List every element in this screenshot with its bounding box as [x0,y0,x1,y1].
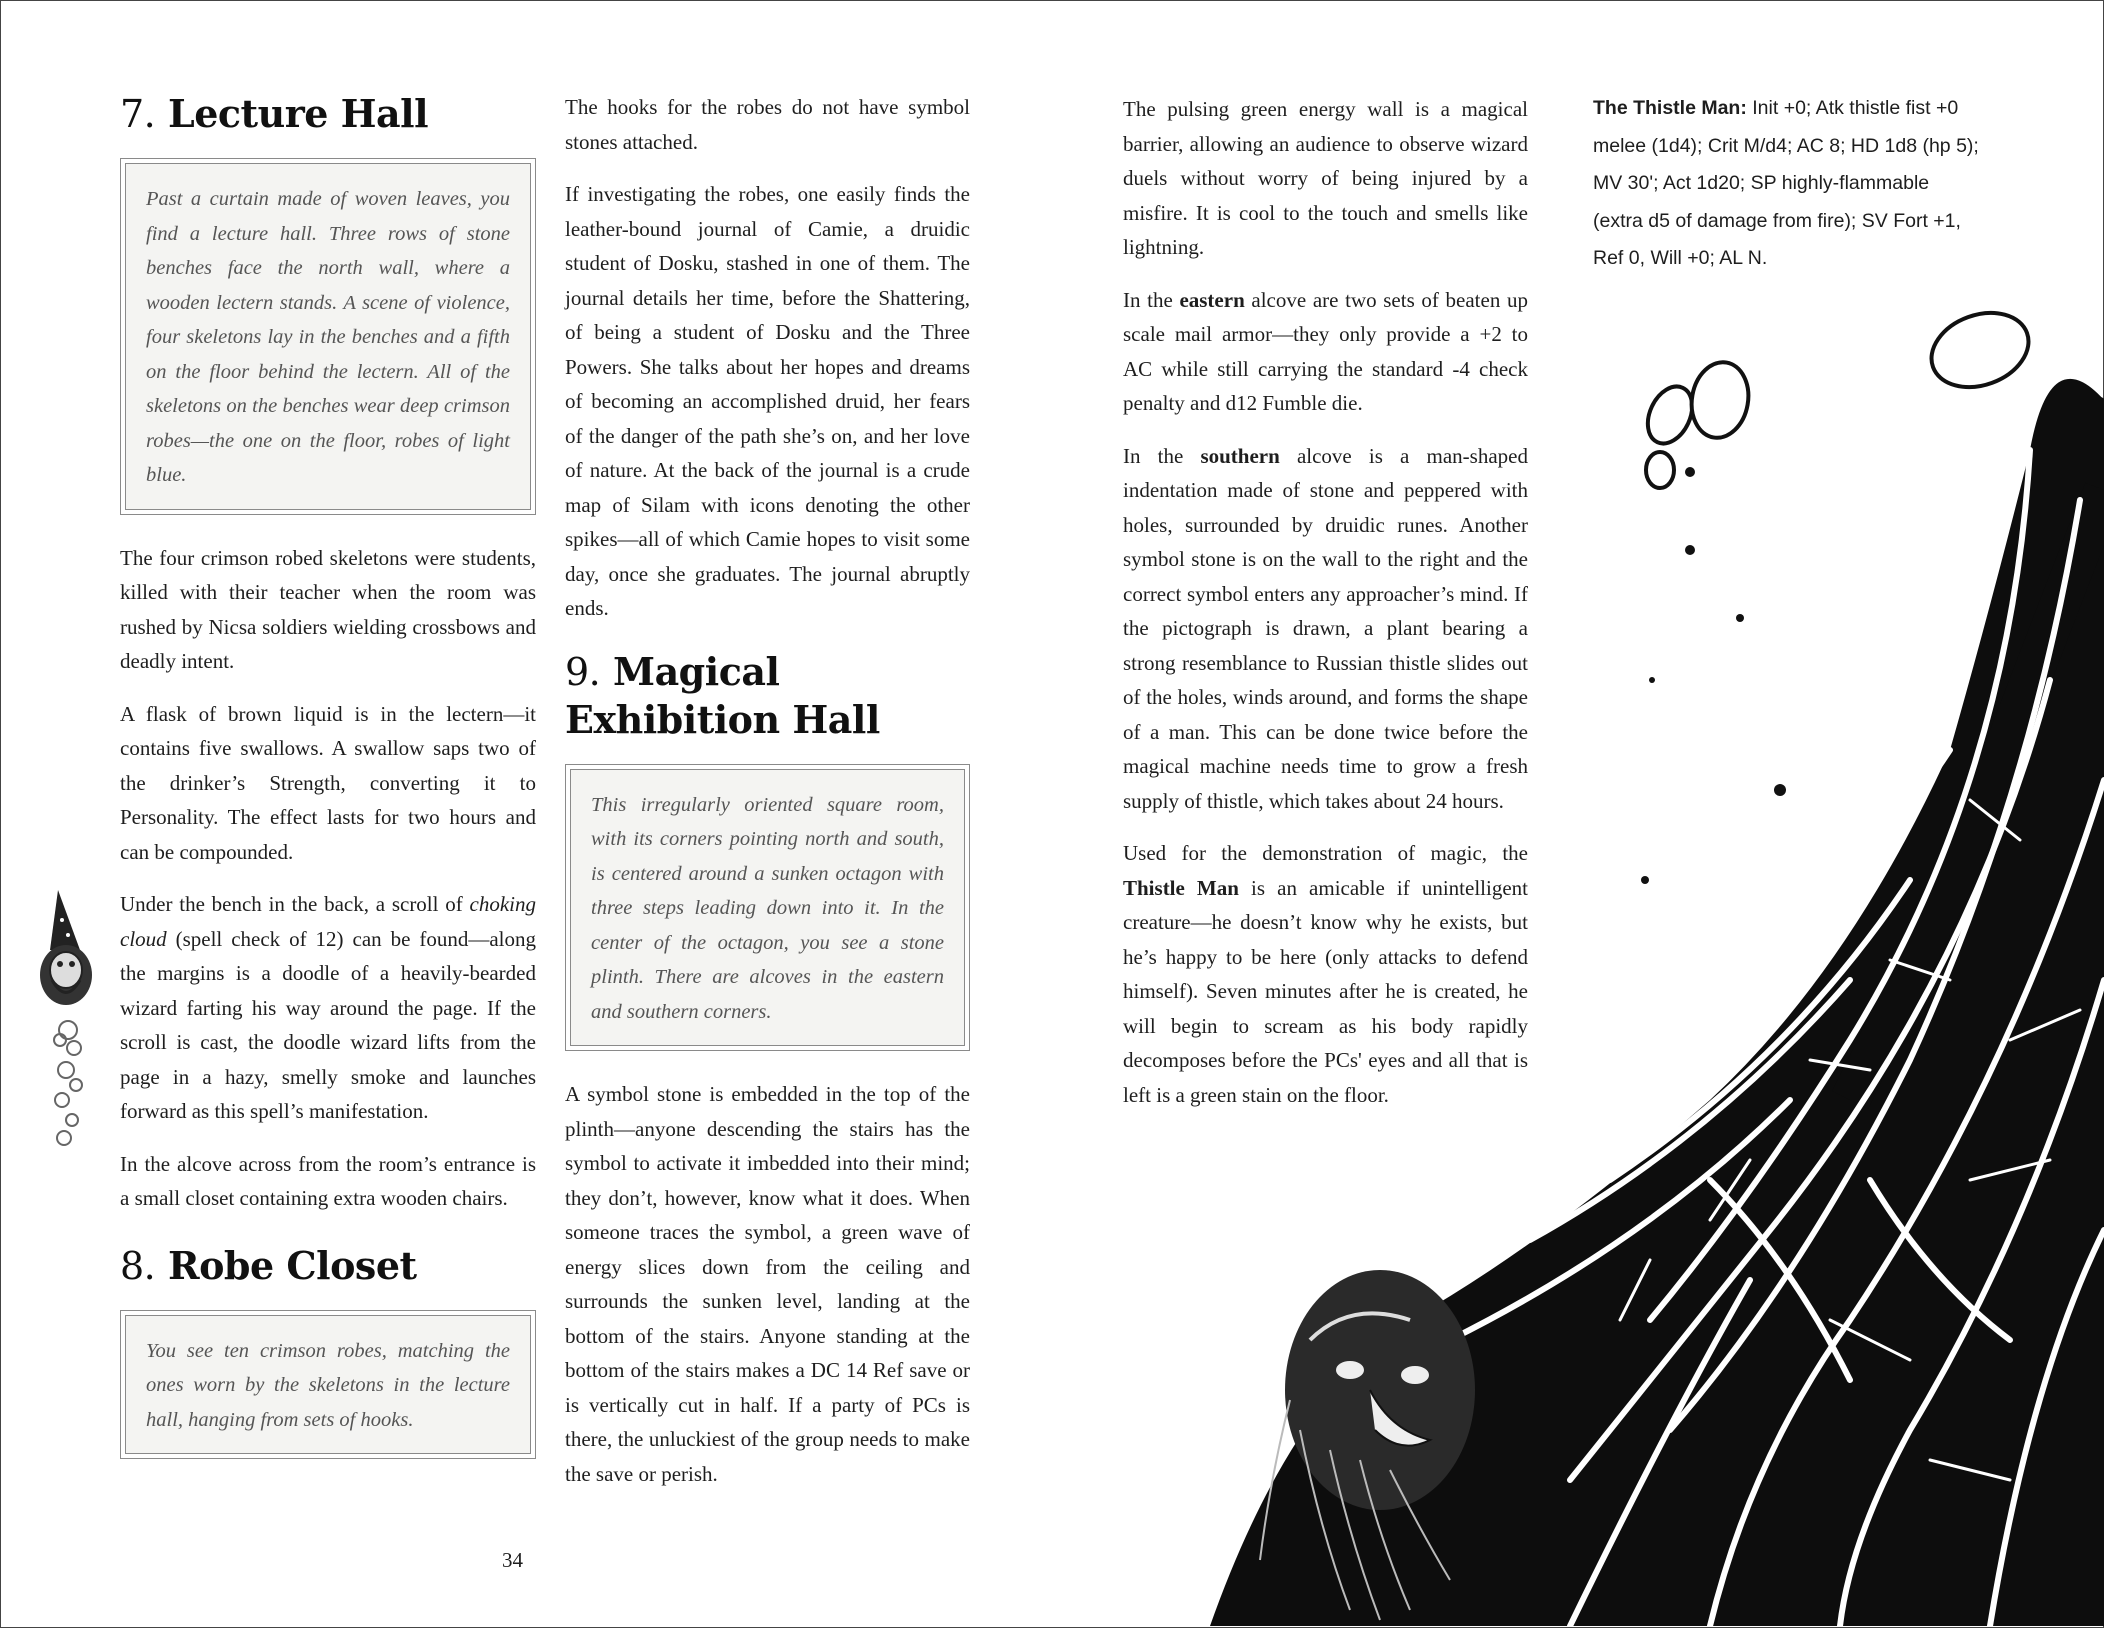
stat-block-name: The Thistle Man: [1593,97,1747,119]
section-7-heading: 7. Lecture Hall [120,91,429,136]
stat-block [1593,90,1983,278]
read-aloud-text-7: Past a curtain made of woven leaves, you find a lecture hall. Three rows of stone benches face the north wall, where a wooden lectern stands. A scene of violence, four skeletons lay in the benches and a fifth on the floor behind the lectern. All of the skeletons on the benches wear deep crimson robes—the one on the floor, robes of light blue. [125,163,531,510]
read-aloud-text-8: You see ten crimson robes, matching the ones worn by the skeletons in the lecture hall, hanging from sets of hooks. [125,1315,531,1455]
paragraph: The pulsing green energy wall is a magical barrier, allowing an audience to observe wizard duels without worry of being injured by a misfire. It is cool to the touch and smells like lightning. [1123,97,1528,259]
thistle-man-illustration [1150,280,2104,1626]
wizard-doodle-icon [28,880,108,1160]
read-aloud-box-9 [565,764,970,1052]
paragraph: Under the bench in the back, a scroll of choking cloud (spell check of 12) can be found—along the margins is a doodle of a heavily-bearded wizard farting his way around the page. If the scroll is cast, the doodle wizard lifts from the page in a hazy, smelly smoke and launches forward as this spell’s manifestation. [120,892,536,1123]
paragraph: The hooks for the robes do not have symbol stones attached. [565,95,970,154]
section-9-heading: 9. Magical Exhibition Hall [565,648,880,742]
column-2 [565,90,970,1509]
paragraph: A flask of brown liquid is in the lectern—it contains five swallows. A swallow saps two of the drinker’s Strength, converting it to Personality. The effect lasts for two hours and can be compounded. [120,701,536,864]
spell-name: choking cloud [120,892,536,951]
paragraph: Used for the demonstration of magic, the Thistle Man is an amicable if unintelligent creature—he doesn’t know why he exists, but he’s happy to be here (only attacks to defend himself). Seven minutes after he is created, he will begin to scream as his body rapidly decomposes before the PCs' eyes and all that is left is a green stain on the floor. [1123,841,1528,1107]
paragraph: A symbol stone is embedded in the top of the plinth—anyone descending the stairs has the symbol to activate it imbedded into their mind; they don’t, however, know what it does. When someone traces the symbol, a green wave of energy slices down from the ceiling and surrounds the sunken level, landing at the bottom of the stairs. Anyone standing at the bottom of the stairs makes a DC 14 Ref save or is vertically cut in half. If a party of PCs is there, the unluckiest of the group needs to make the save or perish. [565,1082,970,1486]
paragraph: If investigating the robes, one easily finds the leather-bound journal of Camie, a druidic student of Dosku, stashed in one of them. The journal details her time, before the Shattering, of being a student of Dosku and the Three Powers. She talks about her hopes and dreams of becoming an accomplished druid, her fears of the danger of the path she’s on, and her love of nature. At the back of the journal is a crude map of Silam with icons denoting the other spikes—all of which Camie hopes to visit some day, once she graduates. The journal abruptly ends. [565,182,970,620]
stat-block-text: The Thistle Man: Init +0; Atk thistle fist +0 melee (1d4); Crit M/d4; AC 8; HD 1d8 (hp 5); MV 30'; Act 1d20; SP highly-flammable (extra d5 of damage from fire); SV Fort +1, Ref 0, Will +0; AL N. [1593,97,1979,269]
paragraph: In the eastern alcove are two sets of beaten up scale mail armor—they only provide a +2 to AC while still carrying the standard -4 check penalty and d12 Fumble die. [1123,287,1528,415]
page-number: 34 [502,1548,523,1572]
section-8-heading: 8. Robe Closet [120,1242,417,1288]
column-1 [120,90,536,1485]
read-aloud-box-7 [120,158,536,515]
paragraph: In the southern alcove is a man-shaped indentation made of stone and peppered with holes, surrounded by druidic runes. Another symbol stone is on the wall to the right and the correct symbol enters any approacher’s mind. If the pictograph is drawn, a plant bearing a strong resemblance to Russian thistle slides out of the holes, winds around, and forms the shape of a man. This can be done twice before the magical machine needs time to grow a fresh supply of thistle, which takes about 24 hours. [1123,443,1528,813]
read-aloud-box-8 [120,1310,536,1460]
paragraph: The four crimson robed skeletons were students, killed with their teacher when the room was rushed by Nicsa soldiers wielding crossbows and deadly intent. [120,545,536,673]
read-aloud-text-9: This irregularly oriented square room, with its corners pointing north and south, is centered around a sunken octagon with three steps leading down into it. In the center of the octagon, you see a stone plinth. There are alcoves in the eastern and southern corners. [570,769,965,1047]
paragraph: In the alcove across from the room’s entrance is a small closet containing extra wooden chairs. [120,1151,536,1210]
